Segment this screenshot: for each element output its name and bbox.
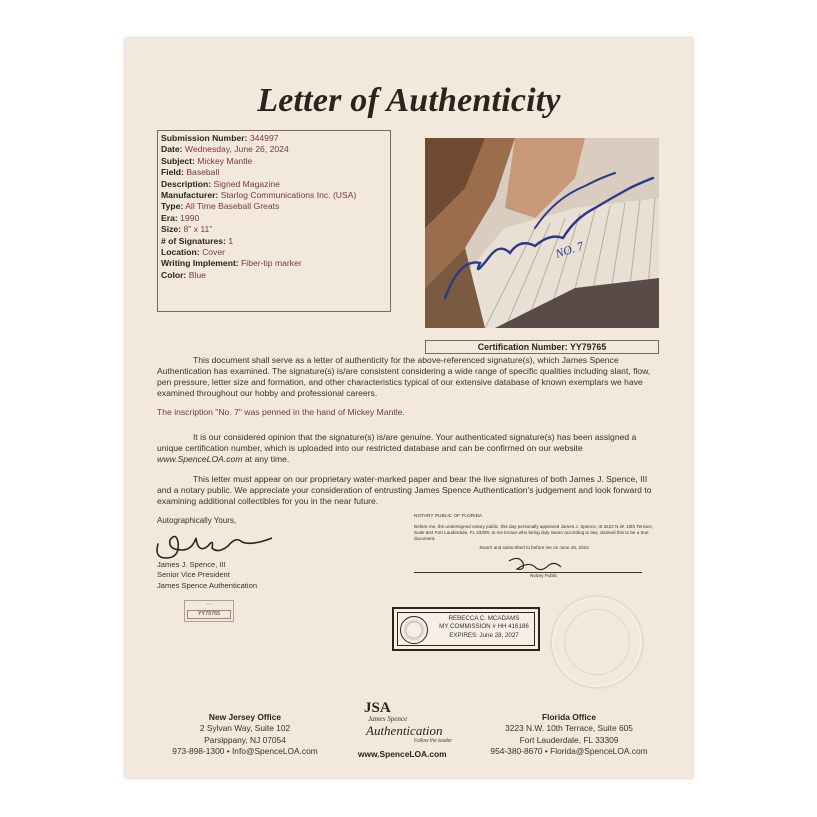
mini-cert-signature-mark: ~~ <box>205 602 213 608</box>
logo-authentication: Authentication <box>366 723 443 738</box>
fl-office-line1: 3223 N.W. 10th Terrace, Suite 605 <box>505 723 633 734</box>
detail-row <box>161 179 387 190</box>
notary-public-label: Notary Public <box>530 573 558 578</box>
detail-label: Location: <box>161 247 200 258</box>
detail-row <box>161 156 387 167</box>
detail-value: Mickey Mantle <box>197 155 253 166</box>
fl-office <box>476 712 662 758</box>
jsa-logo <box>350 700 470 764</box>
detail-value: Cover <box>202 247 225 258</box>
nj-office-title: New Jersey Office <box>208 712 282 722</box>
opinion-text-b: at any time. <box>242 454 290 464</box>
fl-office-title: Florida Office <box>542 712 596 722</box>
notary-heading: NOTARY PUBLIC OF FLORIDA <box>414 514 483 519</box>
fl-office-line2: Fort Lauderdale, FL 33309 <box>519 734 619 745</box>
detail-value: 1990 <box>180 212 200 223</box>
notary-sworn: Sworn and subscribed to before me on June 26, 2024 <box>479 545 589 550</box>
logo-website[interactable]: www.SpenceLOA.com <box>358 749 447 759</box>
detail-label: Description: <box>161 178 212 189</box>
detail-row <box>161 258 387 269</box>
detail-row <box>161 236 387 247</box>
paragraph-opinion <box>157 432 657 465</box>
notary-block <box>414 514 654 551</box>
signer-block <box>157 560 257 591</box>
state-seal-icon <box>400 616 428 644</box>
notary-signature-line <box>414 572 642 573</box>
detail-label: # of Signatures: <box>161 235 226 246</box>
detail-label: Type: <box>161 201 184 212</box>
letter-title: Letter of Authenticity <box>257 82 561 119</box>
detail-label: Era: <box>161 212 178 223</box>
detail-label: Field: <box>161 167 184 178</box>
signed-photo <box>425 138 659 328</box>
opinion-text-a: It is our considered opinion that the signature(s) is/are genuine. Your authenticated signature(s) has been assigned a unique certification number, which is uploaded into our restricted database and can be confirmed on our website <box>157 432 637 453</box>
closing-text: Autographically Yours, <box>157 516 237 525</box>
detail-row <box>161 167 387 178</box>
detail-label: Date: <box>161 144 183 155</box>
fl-office-contact: 954-380-8670 • Florida@SpenceLOA.com <box>490 746 648 757</box>
signer-name: James J. Spence, III <box>157 560 226 569</box>
paragraph-inscription: The inscription "No. 7" was penned in the hand of Mickey Mantle. <box>157 407 405 417</box>
detail-value: 8" x 11" <box>183 224 213 235</box>
detail-value: Fiber-tip marker <box>241 258 302 269</box>
detail-label: Writing Implement: <box>161 258 239 269</box>
nj-office-line2: Parsippany, NJ 07054 <box>204 734 286 745</box>
photo-art <box>425 138 659 328</box>
embossed-seal-inner <box>564 609 630 675</box>
detail-value: Signed Magazine <box>213 178 280 189</box>
logo-jsa: JSA <box>364 700 391 716</box>
detail-label: Manufacturer: <box>161 190 219 201</box>
nj-office-contact: 973-898-1300 • Info@SpenceLOA.com <box>172 746 318 757</box>
stamp-name: REBECCA C. MCADAMS <box>448 615 520 622</box>
detail-value: Blue <box>188 269 206 280</box>
detail-row <box>161 247 387 258</box>
detail-row <box>161 190 387 201</box>
detail-value: Starlog Communications Inc. (USA) <box>220 190 357 201</box>
detail-row <box>161 133 387 144</box>
logo-subtitle: James Spence <box>368 715 408 723</box>
detail-value: Wednesday, June 26, 2024 <box>184 144 289 155</box>
notary-statement: Before me, the undersigned notary public, this day personally appeared James J. Spence, III 3223 N.W. 10th Terrace, Suite 604 Fort Lauderdale, FL 33309, to me known who being duly sworn according to law, claimed this to be a true document. <box>414 524 653 541</box>
inscription-no7: NO. 7 <box>553 238 586 261</box>
detail-row <box>161 201 387 212</box>
submission-details-box <box>157 130 391 312</box>
detail-row <box>161 270 387 281</box>
detail-label: Color: <box>161 269 187 280</box>
certification-number <box>425 340 659 354</box>
detail-row <box>161 144 387 155</box>
notary-stamp <box>392 607 540 651</box>
stamp-commission: MY COMMISSION # HH 416186 <box>439 623 529 631</box>
certification-value: YY79765 <box>570 342 607 352</box>
detail-label: Size: <box>161 224 182 235</box>
spence-signature <box>152 524 272 564</box>
detail-value: 344997 <box>249 133 279 143</box>
mini-cert-sticker <box>184 600 234 622</box>
certification-label: Certification Number: <box>477 342 568 352</box>
logo-tagline: Follow the leader <box>414 738 453 744</box>
signer-company: James Spence Authentication <box>157 580 258 590</box>
nj-office <box>170 712 320 758</box>
mini-cert-number: YY79765 <box>187 610 231 619</box>
detail-row <box>161 213 387 224</box>
paragraph-watermark: This letter must appear on our proprietary water-marked paper and bear the live signatures of both James J. Spence, III and a notary public. We appreciate your consideration of entrusting James Spence Authentication's judgement and look forward to examining additional collectibles for you in the near future. <box>157 474 652 506</box>
detail-value: Baseball <box>186 167 220 178</box>
detail-value: All Time Baseball Greats <box>185 201 280 212</box>
detail-label: Submission Number: <box>161 133 248 143</box>
embossed-seal-icon <box>551 596 643 688</box>
nj-office-line1: 2 Sylvan Way, Suite 102 <box>199 723 291 734</box>
stamp-expires: EXPIRES: June 28, 2027 <box>449 631 519 639</box>
detail-row <box>161 224 387 235</box>
detail-value: 1 <box>228 235 234 246</box>
website-link[interactable]: www.SpenceLOA.com <box>157 454 243 464</box>
stamp-text <box>434 615 534 640</box>
detail-label: Subject: <box>161 155 195 166</box>
paragraph-authenticity: This document shall serve as a letter of authenticity for the above-referenced signature(s), which James Spence Authentication has examined. The signature(s) is/are consistent considering a wide range of specific qualities including slant, flow, pen pressure, letter size and formation, and other characteristics typical of our extensive database of known exemplars we have examined throughout our hobby and professional careers. <box>157 355 651 398</box>
signer-role: Senior Vice President <box>157 570 230 580</box>
